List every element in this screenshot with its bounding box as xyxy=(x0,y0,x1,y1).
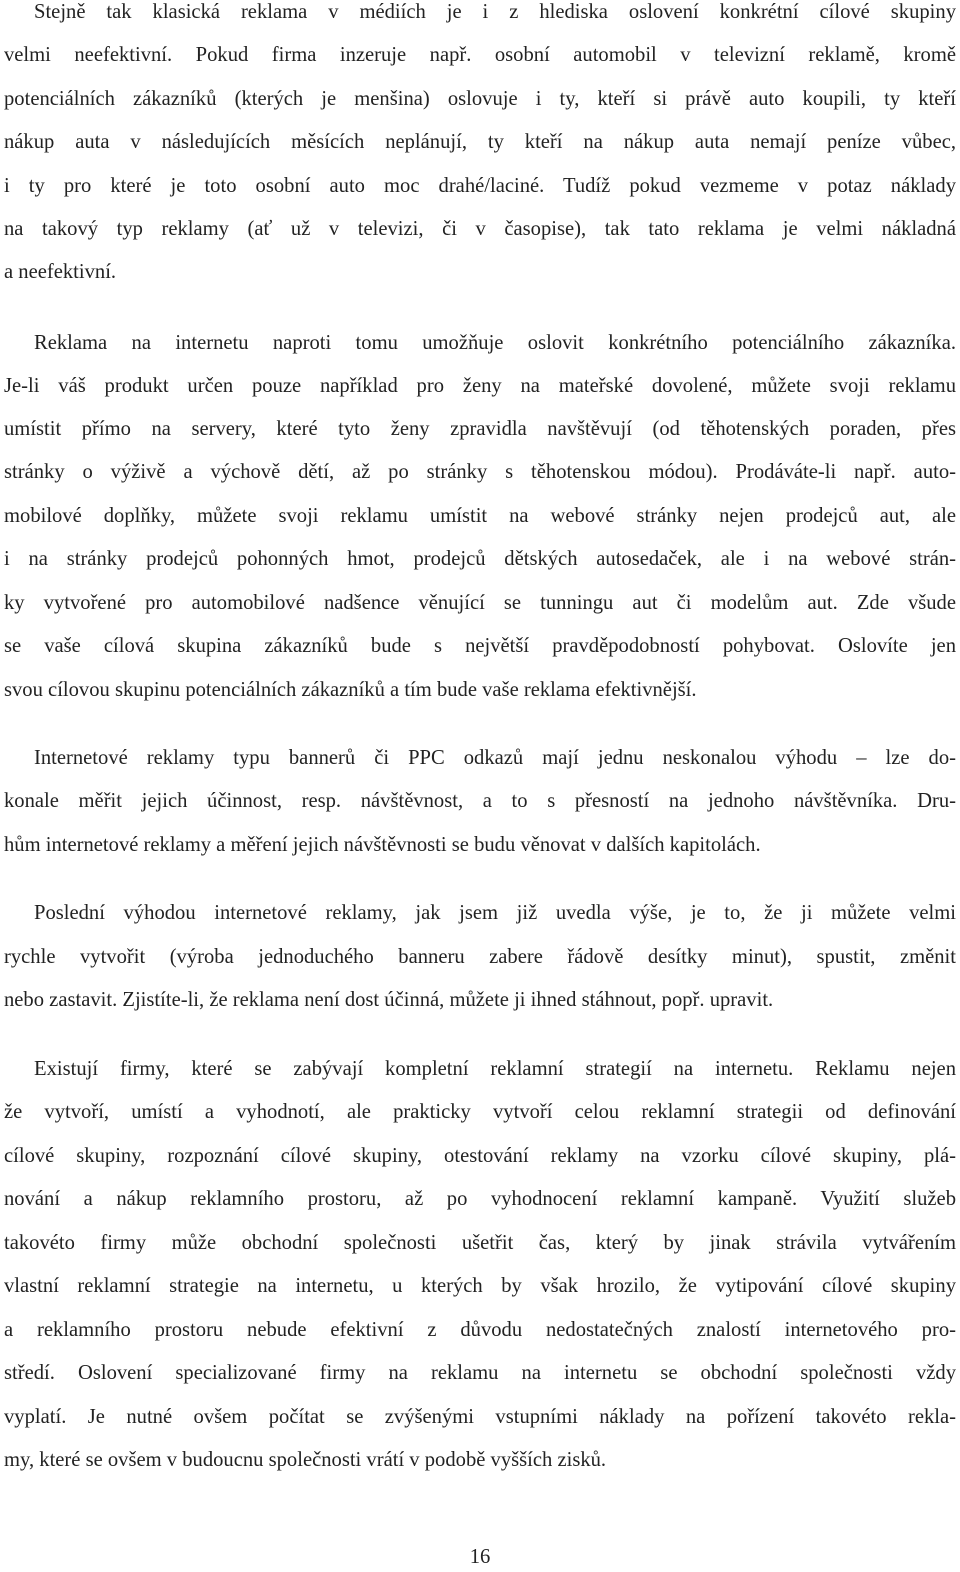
paragraph-5-line-2: že vytvoří, umístí a vyhodnotí, ale prakticky vytvoří celou reklamní strategii od definování xyxy=(4,1101,956,1123)
paragraph-1-line-3: potenciálních zákazníků (kterých je menšina) oslovuje i ty, kteří si právě auto koupili, ty kteří xyxy=(4,88,956,110)
paragraph-3-line-2: konale měřit jejich účinnost, resp. návštěvnost, a to s přesností na jednoho návštěvníka. Dru- xyxy=(4,790,956,812)
paragraph-2-line-1: Reklama na internetu naproti tomu umožňuje oslovit konkrétního potenciálního zákazníka. xyxy=(34,332,956,354)
paragraph-5-line-9: vyplatí. Je nutné ovšem počítat se zvýšenými vstupními náklady na pořízení takovéto rekla- xyxy=(4,1406,956,1428)
paragraph-5-line-4: nování a nákup reklamního prostoru, až po vyhodnocení reklamní kampaně. Využití služeb xyxy=(4,1188,956,1210)
paragraph-4-line-1: Poslední výhodou internetové reklamy, jak jsem již uvedla výše, je to, že ji můžete velmi xyxy=(34,902,956,924)
paragraph-3-line-3: hům internetové reklamy a měření jejich návštěvnosti se budu věnovat v dalších kapitolách. xyxy=(4,834,761,856)
paragraph-4-line-3: nebo zastavit. Zjistíte-li, že reklama není dost účinná, můžete ji ihned stáhnout, popř. upravit. xyxy=(4,989,774,1011)
paragraph-2-line-7: ky vytvořené pro automobilové nadšence věnující se tunningu aut či modelům aut. Zde všude xyxy=(4,592,956,614)
paragraph-2-line-3: umístit přímo na servery, které tyto ženy zpravidla navštěvují (od těhotenských poraden, přes xyxy=(4,418,956,440)
page-number: 16 xyxy=(469,1546,491,1568)
paragraph-5-line-5: takovéto firmy může obchodní společnosti ušetřit čas, který by jinak strávila vytvářením xyxy=(4,1232,956,1254)
paragraph-5-line-6: vlastní reklamní strategie na internetu, u kterých by však hrozilo, že vytipování cílové skupiny xyxy=(4,1275,956,1297)
paragraph-1-line-2: velmi neefektivní. Pokud firma inzeruje např. osobní automobil v televizní reklamě, kromě xyxy=(4,44,956,66)
paragraph-5-line-8: středí. Oslovení specializované firmy na reklamu na internetu se obchodní společnosti vždy xyxy=(4,1362,956,1384)
paragraph-1-line-7: a neefektivní. xyxy=(4,261,117,283)
paragraph-3-line-1: Internetové reklamy typu bannerů či PPC odkazů mají jednu neskonalou výhodu – lze do- xyxy=(34,747,956,769)
paragraph-2-line-4: stránky o výživě a výchově dětí, až po stránky s těhotenskou módou). Prodáváte-li např. auto- xyxy=(4,461,956,483)
paragraph-5-line-7: a reklamního prostoru nebude efektivní z důvodu nedostatečných znalostí internetového pro- xyxy=(4,1319,956,1341)
paragraph-2-line-9: svou cílovou skupinu potenciálních zákazníků a tím bude vaše reklama efektivnější. xyxy=(4,679,697,701)
paragraph-2-line-2: Je-li váš produkt určen pouze například pro ženy na mateřské dovolené, můžete svoji reklamu xyxy=(4,375,956,397)
paragraph-2-line-5: mobilové doplňky, můžete svoji reklamu umístit na webové stránky nejen prodejců aut, ale xyxy=(4,505,956,527)
paragraph-1-line-1: Stejně tak klasická reklama v médiích je i z hlediska oslovení konkrétní cílové skupiny xyxy=(34,1,956,23)
paragraph-5-line-3: cílové skupiny, rozpoznání cílové skupiny, otestování reklamy na vzorku cílové skupiny, plá- xyxy=(4,1145,956,1167)
paragraph-4-line-2: rychle vytvořit (výroba jednoduchého banneru zabere řádově desítky minut), spustit, změnit xyxy=(4,946,956,968)
paragraph-1-line-5: i ty pro které je toto osobní auto moc drahé/laciné. Tudíž pokud vezmeme v potaz náklady xyxy=(4,175,956,197)
paragraph-1-line-6: na takový typ reklamy (ať už v televizi, či v časopise), tak tato reklama je velmi nákladná xyxy=(4,218,956,240)
paragraph-2-line-8: se vaše cílová skupina zákazníků bude s největší pravděpodobností pohybovat. Oslovíte jen xyxy=(4,635,956,657)
paragraph-1-line-4: nákup auta v následujících měsících neplánují, ty kteří na nákup auta nemají peníze vůbec, xyxy=(4,131,956,153)
paragraph-2-line-6: i na stránky prodejců pohonných hmot, prodejců dětských autosedaček, ale i na webové strán- xyxy=(4,548,956,570)
paragraph-5-line-10: my, které se ovšem v budoucnu společnosti vrátí v podobě vyšších zisků. xyxy=(4,1449,607,1471)
paragraph-5-line-1: Existují firmy, které se zabývají kompletní reklamní strategií na internetu. Reklamu nejen xyxy=(34,1058,956,1080)
